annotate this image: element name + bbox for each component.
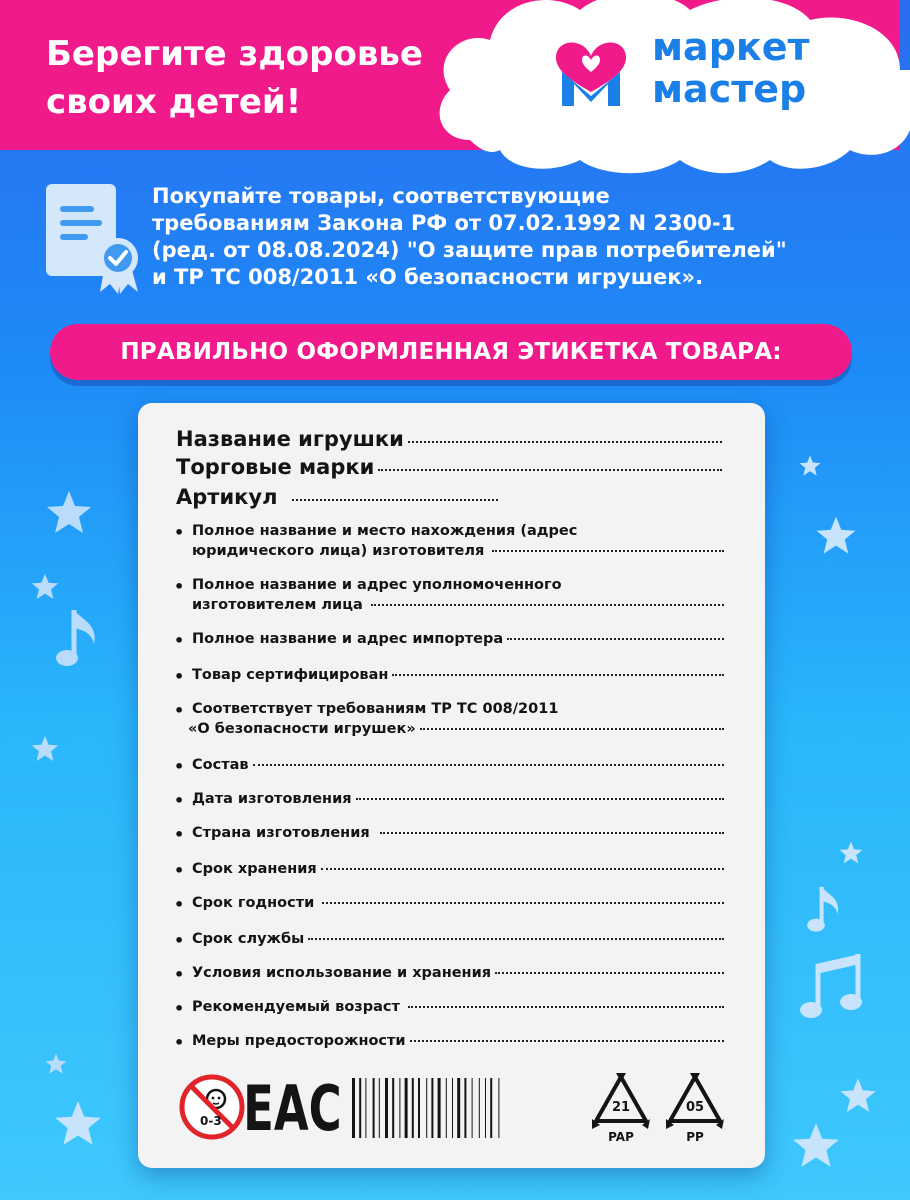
label-item-manufacture-date [192, 791, 724, 807]
dotted-leader [492, 550, 724, 552]
label-item-text: Срок хранения [192, 861, 317, 877]
product-label-card [138, 403, 765, 1168]
dotted-leader [322, 902, 724, 904]
label-item-text: Полное название и адрес импортера [192, 631, 504, 647]
label-item-text: Срок годности [192, 895, 315, 911]
barcode-icon [350, 1078, 566, 1138]
label-item-service-life [192, 931, 724, 947]
bullet: • [174, 667, 185, 686]
brand-line-2: мастер [652, 67, 807, 111]
bullet: • [174, 791, 185, 810]
barcode-bar [412, 1078, 414, 1138]
dotted-leader [410, 1040, 724, 1042]
bullet: • [174, 701, 185, 720]
dotted-leader [378, 469, 722, 471]
law-notice [152, 183, 872, 291]
dotted-leader [420, 728, 724, 730]
age-warning-text: 0-3 [200, 1114, 222, 1128]
recycle-code: 21 [611, 1100, 631, 1115]
label-trademarks-row [176, 455, 722, 479]
label-item-manufacturer-l1: Полное название и место нахождения (адрес [192, 523, 578, 539]
label-item-text: Срок службы [192, 931, 305, 947]
age-warning-icon [178, 1073, 246, 1141]
bullet: • [174, 931, 185, 950]
star-icon [30, 572, 60, 602]
brand-name [652, 26, 810, 110]
label-item-composition [192, 757, 724, 773]
barcode-bar [438, 1078, 441, 1138]
recycle-material: PP [686, 1130, 704, 1144]
bullet: • [174, 577, 185, 596]
label-item-storage-period [192, 861, 724, 877]
barcode-bar [399, 1078, 400, 1138]
recycle-material: PAP [608, 1130, 634, 1144]
star-icon [52, 1098, 104, 1150]
label-item-text: Условия использование и хранения [192, 965, 492, 981]
slogan [46, 30, 466, 126]
dotted-leader [292, 499, 499, 501]
label-item-certified [192, 667, 724, 683]
brand-line-1: маркет [652, 25, 810, 69]
dotted-leader [253, 764, 724, 766]
eac-mark-icon [243, 1071, 342, 1145]
label-item-text: «О безопасности игрушек» [188, 721, 416, 737]
barcode-bar [379, 1078, 380, 1138]
bullet: • [174, 757, 185, 776]
label-name-row [176, 427, 722, 451]
bullet: • [174, 825, 185, 844]
brand-heart-logo-icon [552, 26, 630, 110]
recycle-pp-icon [664, 1071, 726, 1145]
label-item-precautions [192, 1033, 724, 1049]
barcode-bar [464, 1078, 466, 1138]
label-item-text: юридического лица) изготовителя [192, 543, 485, 559]
bullet: • [174, 895, 185, 914]
label-item-compliance [188, 721, 724, 737]
slogan-line-2: своих детей! [46, 82, 302, 122]
barcode-bar [405, 1078, 408, 1138]
label-article-row [176, 485, 498, 509]
label-item-text: Рекомендуемый возраст [192, 999, 400, 1015]
label-item-usage-conditions [192, 965, 724, 981]
barcode-bar [452, 1078, 453, 1138]
bullet: • [174, 1033, 185, 1052]
star-icon [30, 734, 60, 764]
label-item-importer [192, 631, 724, 647]
barcode-bar [426, 1078, 427, 1138]
bullet: • [174, 631, 185, 650]
certificate-document-icon [44, 180, 140, 296]
law-line-3: (ред. от 08.08.2024) "О защите прав потребителей" [152, 238, 787, 262]
label-banner: ПРАВИЛЬНО ОФОРМЛЕННАЯ ЭТИКЕТКА ТОВАРА: [50, 324, 852, 380]
music-note-icon [804, 880, 844, 940]
barcode-bar [359, 1078, 361, 1138]
law-line-2: требованиям Закона РФ от 07.02.1992 N 2300-1 [152, 211, 736, 235]
star-icon [838, 1076, 878, 1116]
bullet: • [174, 861, 185, 880]
barcode-bar [457, 1078, 460, 1138]
barcode-bar [431, 1078, 433, 1138]
dotted-leader [321, 868, 724, 870]
law-line-4: и ТР ТС 008/2011 «О безопасности игрушек». [152, 265, 704, 289]
dotted-leader [495, 972, 724, 974]
star-icon [44, 1052, 68, 1076]
label-item-manufacturer [192, 543, 724, 559]
label-item-text: Дата изготовления [192, 791, 352, 807]
label-item-country [192, 825, 724, 841]
label-item-text: Состав [192, 757, 249, 773]
dotted-leader [371, 604, 724, 606]
label-item-compliance-l1: Соответствует требованиям ТР ТС 008/2011 [192, 701, 559, 717]
label-item-expiry [192, 895, 724, 911]
dotted-leader [507, 638, 724, 640]
barcode-bar [490, 1078, 492, 1138]
dotted-leader [408, 441, 722, 443]
barcode-bar [365, 1078, 366, 1138]
label-item-text: Товар сертифицирован [192, 667, 389, 683]
dotted-leader [308, 938, 724, 940]
law-line-1: Покупайте товары, соответствующие [152, 184, 610, 208]
barcode-bar [373, 1078, 375, 1138]
bullet: • [174, 999, 185, 1018]
dotted-leader [408, 1006, 724, 1008]
label-item-representative [192, 597, 724, 613]
eac-mark-text: EAC [243, 1071, 342, 1145]
recycle-pap-icon [590, 1071, 652, 1145]
barcode-bar [472, 1078, 473, 1138]
barcode-bar [418, 1078, 420, 1138]
barcode-bar [479, 1078, 480, 1138]
barcode-bar [485, 1078, 486, 1138]
star-icon [814, 514, 858, 558]
label-item-text: Страна изготовления [192, 825, 370, 841]
label-item-text: Меры предосторожности [192, 1033, 406, 1049]
label-trademarks: Торговые марки [176, 455, 375, 479]
slogan-line-1: Берегите здоровье [46, 34, 423, 74]
label-item-text: изготовителем лица [192, 597, 363, 613]
label-item-representative-l1: Полное название и адрес уполномоченного [192, 577, 562, 593]
label-name: Название игрушки [176, 427, 404, 451]
barcode-bar [446, 1078, 447, 1138]
star-icon [44, 488, 94, 538]
barcode-bar [385, 1078, 388, 1138]
star-icon [790, 1120, 842, 1172]
dotted-leader [392, 674, 724, 676]
recycle-code: 05 [685, 1100, 705, 1115]
music-note-icon [52, 606, 102, 672]
star-icon [798, 454, 822, 478]
dotted-leader [356, 798, 724, 800]
dotted-leader [380, 832, 724, 834]
label-article: Артикул [176, 485, 278, 509]
double-music-note-icon [800, 950, 866, 1022]
label-item-age [192, 999, 724, 1015]
barcode-bar [392, 1078, 394, 1138]
barcode-bar [498, 1078, 499, 1138]
bullet: • [174, 965, 185, 984]
bullet: • [174, 523, 185, 542]
star-icon [838, 840, 864, 866]
barcode-bar [352, 1078, 355, 1138]
